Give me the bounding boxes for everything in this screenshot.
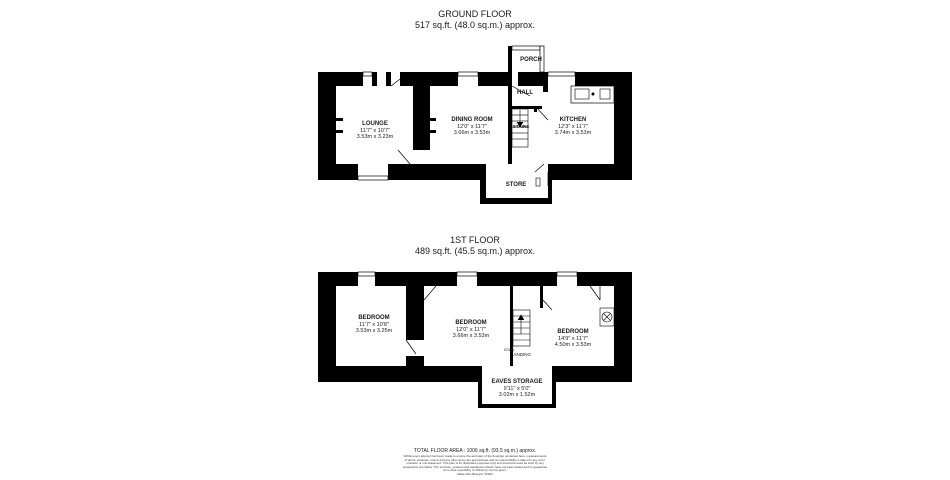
room-name: STAIRS [512,124,530,129]
room-kitchen [538,117,608,137]
room-name: HALL [517,90,533,96]
room-size-metric: 3.74m x 3.53m [554,130,592,136]
room-size-metric: 3.66m x 3.53m [452,333,490,339]
room-porch [516,57,546,64]
room-size-imperial: 11'7" x 10'7" [360,127,390,134]
room-size-imperial: 12'0" x 11'7" [456,326,486,333]
room-name: BEDROOM [358,315,390,321]
room-size-metric: 3.53m x 3.23m [356,134,394,140]
room-size-metric: 4.50m x 3.53m [554,342,592,348]
kitchen-sink [571,86,614,103]
room-name: EAVES STORAGE [491,379,543,385]
room-size-imperial: 12'0" x 11'7" [457,123,487,130]
disclaimer-line: Whilst every attempt has been made to ensure the accuracy of the floorplan contained here, measurements [403,454,547,458]
room-hall [513,90,537,97]
room-name: BEDROOM [455,320,487,326]
room-lounge [340,121,410,141]
room-size-imperial: 12'3" x 11'7" [558,123,588,130]
first-floor-heading: 1ST FLOOR [450,235,500,245]
room-name: KITCHEN [559,117,587,123]
ground-floor-heading: GROUND FLOOR [438,9,512,19]
ground-floor-windows [358,46,575,180]
room-name: BEDROOM [557,329,589,335]
room-name: STORE [505,182,527,188]
room-size-imperial: 11'7" x 10'8" [359,321,389,328]
room-bedroom-2 [436,320,506,340]
room-store [498,182,534,189]
room-dining-room [437,117,507,137]
room-bedroom-3 [538,329,608,349]
total-floor-area: TOTAL FLOOR AREA : 1006 sq.ft. (93.5 sq.m.) approx. [413,448,537,454]
disclaimer-line: prospective purchaser. The services, systems and appliances shown have not been tested and no guarantee [402,464,548,469]
room-stairs [509,124,533,131]
stairs-down-label [497,347,521,354]
first-floor-stairs [513,310,530,346]
disclaimer-line: of doors, windows, rooms and any other items are approximate and no responsibility is taken for any error, [404,457,546,462]
room-size-metric: 3.53m x 3.25m [355,328,393,334]
room-name: PORCH [520,57,542,63]
room-eaves-storage [482,379,552,399]
room-size-imperial: 14'9" x 11'7" [558,335,588,342]
room-name: LANDING [510,352,531,357]
floorplan-footer [325,448,625,477]
room-size-imperial: 9'11" x 5'0" [503,385,531,392]
ground-floor-area: 517 sq.ft. (48.0 sq.m.) approx. [414,20,536,30]
disclaimer-line: Made with Metropix ©2023 [457,471,493,476]
room-name: DOWN [503,348,515,352]
room-size-metric: 3.66m x 3.53m [453,130,491,136]
room-bedroom-1 [339,315,409,335]
first-floor-cupboard [600,308,614,326]
first-floor-area: 489 sq.ft. (45.5 sq.m.) approx. [414,246,536,256]
room-size-metric: 3.02m x 1.52m [498,392,536,398]
disclaimer-line: omission or mis-statement. This plan is for illustrative purposes only and should be used as such by any [406,461,544,466]
room-name: DINING ROOM [451,117,493,123]
disclaimer-line: as to their operability or efficiency can be given. [443,468,507,473]
room-name: LOUNGE [362,121,388,127]
